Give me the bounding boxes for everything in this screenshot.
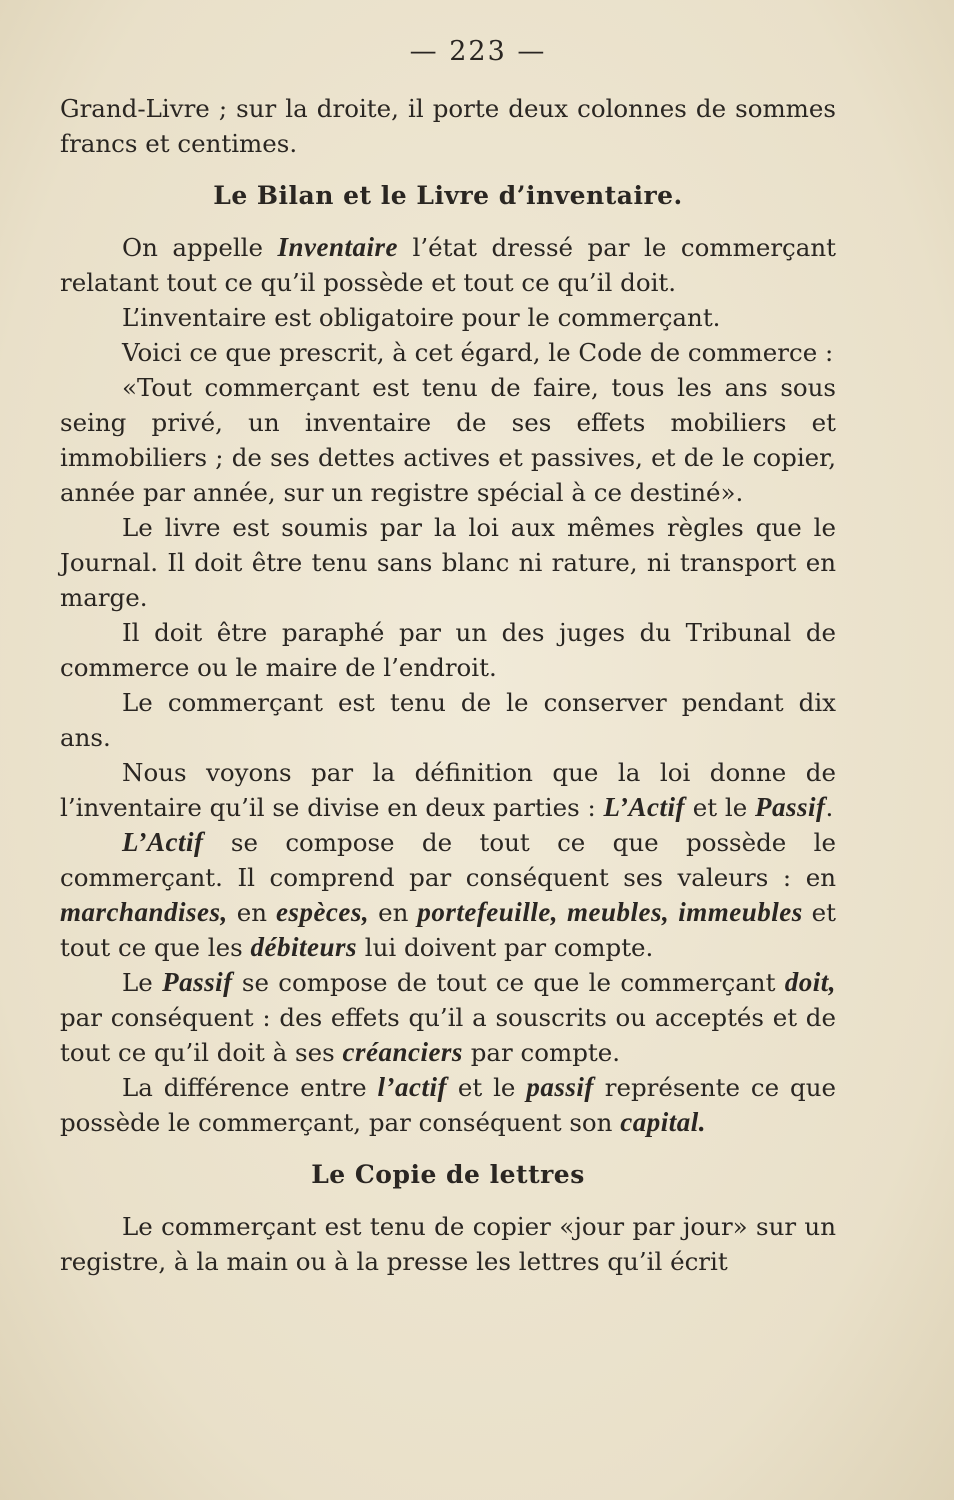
paragraph-paraphe: Il doit être paraphé par un des juges du Tribunal de commerce ou le maire de l’endroit. [60, 618, 836, 682]
paragraph-conservation: Le commerçant est tenu de le conserver pendant dix ans. [60, 688, 836, 752]
text-run: l’état dressé par le commerçant relatant tout ce qu’il possède et tout ce qu’il doit. [60, 233, 836, 297]
term-creanciers: créanciers [342, 1037, 463, 1067]
term-doit: doit, [784, 967, 837, 997]
page-number: — 223 — [409, 36, 547, 67]
text-run: La différence entre [122, 1073, 378, 1102]
term-actif: L’Actif [122, 827, 204, 857]
text-run: On appelle [122, 233, 278, 262]
paragraph-obligatoire: L’inventaire est obligatoire pour le commerçant. [122, 303, 721, 332]
text-run: représente ce que possède le commerçant, par conséquent son [60, 1073, 836, 1137]
term-capital: capital. [620, 1107, 706, 1137]
paragraph-inventaire-definition [60, 230, 836, 300]
text-run: Nous voyons par la définition que la loi donne de l’inventaire qu’il se divise en deux parties : [60, 758, 836, 822]
term-meubles: meubles, [567, 897, 670, 927]
term-inventaire: Inventaire [277, 232, 399, 262]
section-title-bilan: Le Bilan et le Livre d’inventaire. [213, 181, 683, 210]
text-run: et le [446, 1073, 527, 1102]
paragraph-actif [60, 825, 836, 965]
text-run: en [369, 898, 418, 927]
paragraph-deux-parties [60, 755, 836, 825]
paragraph-capital [60, 1070, 836, 1140]
text-run: et tout ce que les [60, 898, 837, 962]
text-run [669, 898, 678, 927]
paragraph-copie-lettres: Le commerçant est tenu de copier «jour par jour» sur un registre, à la main ou à la presse les lettres qu’il écrit [60, 1212, 836, 1276]
term-immeubles: immeubles [678, 897, 803, 927]
term-passif: Passif [755, 792, 826, 822]
term-actif: L’Actif [603, 792, 685, 822]
text-run [558, 898, 567, 927]
text-run: par conséquent : des effets qu’il a souscrits ou acceptés et de tout ce qu’il doit à ses [60, 1003, 836, 1067]
term-especes: espèces, [275, 897, 370, 927]
text-run: en [227, 898, 276, 927]
term-actif: l’actif [377, 1072, 447, 1102]
term-portefeuille: portefeuille, [417, 897, 559, 927]
text-run: se compose de tout ce que le commerçant [232, 968, 785, 997]
paragraph-passif [60, 965, 836, 1070]
term-passif: Passif [162, 967, 233, 997]
text-run: se compose de tout ce que possède le commerçant. Il comprend par conséquent ses valeurs : en [60, 828, 836, 892]
term-passif: passif [526, 1072, 594, 1102]
text-run: . [825, 793, 834, 822]
paragraph-regles: Le livre est soumis par la loi aux mêmes règles que le Journal. Il doit être tenu sans blanc ni rature, ni transport en marge. [60, 513, 836, 612]
term-debiteurs: débiteurs [250, 932, 357, 962]
paragraph-code-commerce: Voici ce que prescrit, à cet égard, le Code de commerce : [122, 338, 834, 367]
paragraph-citation: «Tout commerçant est tenu de faire, tous les ans sous seing privé, un inventaire de ses effets mobiliers et immobiliers ; de ses dettes actives et passives, et de le copier, année par année, sur un registre spécial à ce destiné». [60, 373, 836, 507]
text-run: lui doivent par compte. [356, 933, 654, 962]
intro-paragraph: Grand-Livre ; sur la droite, il porte deux colonnes de sommes francs et centimes. [60, 94, 836, 158]
text-run: et le [684, 793, 756, 822]
term-marchandises: marchandises, [60, 897, 228, 927]
text-run: par compte. [462, 1038, 621, 1067]
section-title-copie: Le Copie de lettres [311, 1160, 585, 1189]
text-run: Le [122, 968, 163, 997]
